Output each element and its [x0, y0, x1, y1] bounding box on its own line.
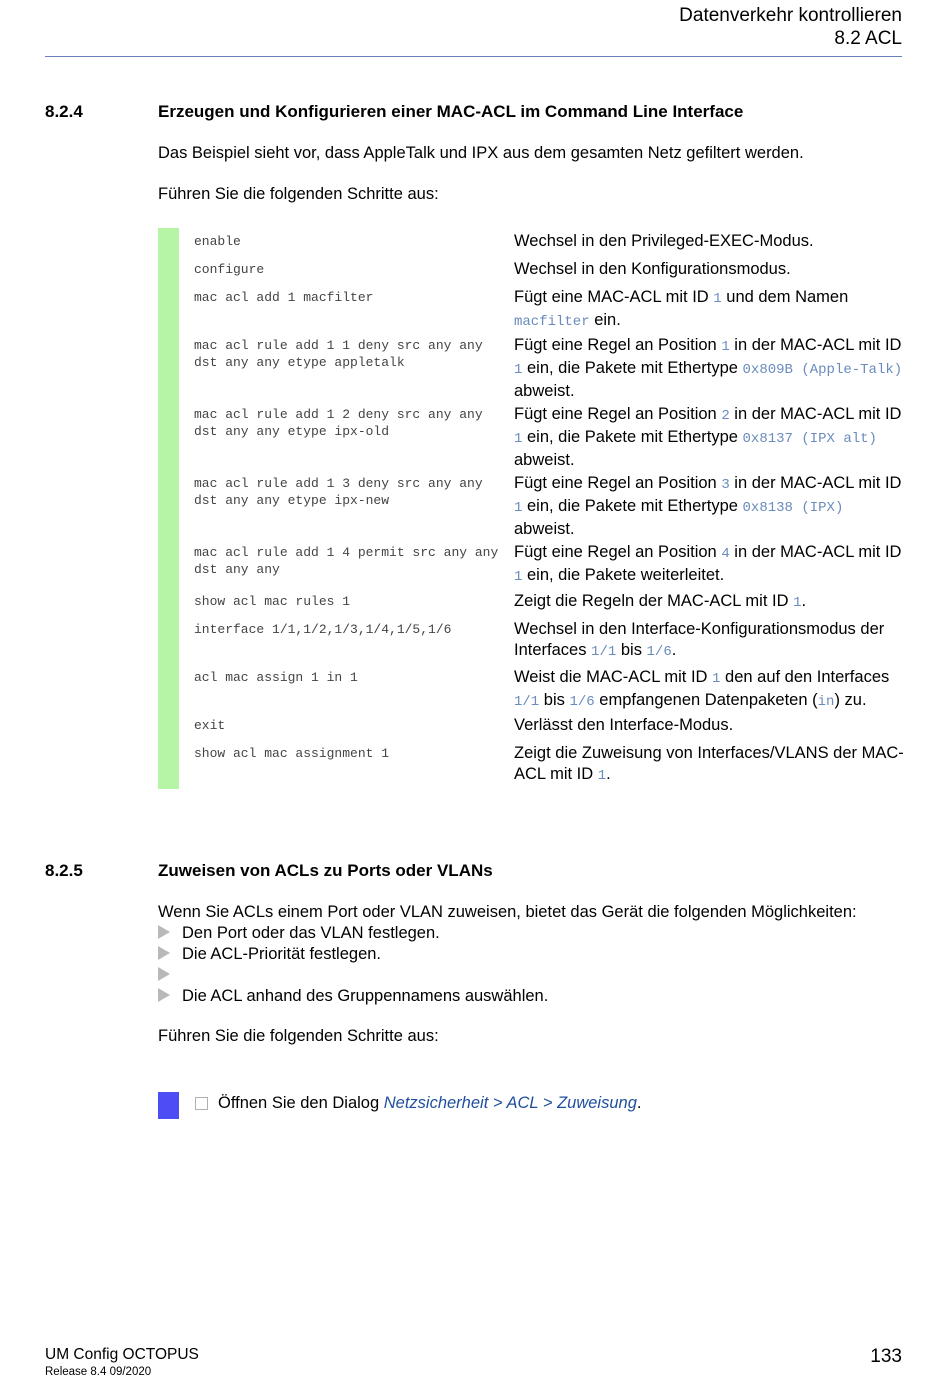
list-item: Die ACL-Priorität festlegen.	[158, 944, 381, 965]
triangle-bullet-icon	[158, 988, 170, 1002]
menu-path: Netzsicherheit > ACL > Zuweisung	[383, 1094, 637, 1112]
command-desc: Fügt eine Regel an Position 2 in der MAC-ACL mit ID 1 ein, die Pakete mit Ethertype 0x8137 (IPX alt) abweist.	[514, 405, 902, 469]
command-rule-3: mac acl rule add 1 3 deny src any any dst any any etype ipx-new	[194, 476, 483, 508]
section-title: Zuweisen von ACLs zu Ports oder VLANs	[158, 861, 493, 880]
command-rule-2: mac acl rule add 1 2 deny src any any dst any any etype ipx-old	[194, 407, 483, 439]
command-interface: interface 1/1,1/2,1/3,1/4,1/5,1/6	[194, 622, 452, 637]
footer-release: Release 8.4 09/2020	[45, 1366, 152, 1378]
section-number: 8.2.4	[45, 102, 83, 121]
command-enable: enable	[194, 234, 241, 249]
command-desc: Fügt eine MAC-ACL mit ID 1 und dem Namen macfilter ein.	[514, 288, 849, 330]
checkbox-icon[interactable]	[195, 1097, 208, 1110]
page-number: 133	[870, 1346, 902, 1367]
header-divider	[45, 56, 902, 57]
command-configure: configure	[194, 262, 265, 277]
list-item: Die ACL anhand des Gruppennamens auswählen.	[158, 986, 548, 1007]
command-desc: Weist die MAC-ACL mit ID 1 den auf den Interfaces 1/1 bis 1/6 empfangenen Datenpaketen (in) zu.	[514, 668, 890, 710]
section-title: Erzeugen und Konfigurieren einer MAC-ACL im Command Line Interface	[158, 102, 744, 121]
steps-intro: Führen Sie die folgenden Schritte aus:	[158, 185, 439, 203]
triangle-bullet-icon	[158, 946, 170, 960]
triangle-bullet-icon	[158, 967, 170, 981]
command-rule-1: mac acl rule add 1 1 deny src any any dst any any etype appletalk	[194, 338, 483, 370]
command-block-marker	[158, 228, 179, 789]
triangle-bullet-icon	[158, 925, 170, 939]
command-desc: Zeigt die Zuweisung von Interfaces/VLANS der MAC-ACL mit ID 1.	[514, 744, 904, 784]
command-show-assignment: show acl mac assignment 1	[194, 746, 390, 761]
steps-intro: Führen Sie die folgenden Schritte aus:	[158, 1027, 439, 1045]
step-block-marker	[158, 1092, 179, 1119]
command-desc: Zeigt die Regeln der MAC-ACL mit ID 1.	[514, 592, 807, 611]
command-desc: Fügt eine Regel an Position 4 in der MAC-ACL mit ID 1 ein, die Pakete weiterleitet.	[514, 543, 902, 585]
header-chapter: Datenverkehr kontrollieren	[679, 5, 902, 26]
command-mac-acl-add: mac acl add 1 macfilter	[194, 290, 374, 305]
command-assign: acl mac assign 1 in 1	[194, 670, 358, 685]
command-desc: Verlässt den Interface-Modus.	[514, 716, 734, 734]
command-desc: Wechsel in den Interface-Konfigurationsmodus der Interfaces 1/1 bis 1/6.	[514, 620, 885, 660]
header-section: 8.2 ACL	[834, 28, 902, 49]
command-desc: Wechsel in den Privileged-EXEC-Modus.	[514, 232, 814, 250]
section-intro: Wenn Sie ACLs einem Port oder VLAN zuweisen, bietet das Gerät die folgenden Möglichkeiten:	[158, 903, 857, 921]
command-desc: Fügt eine Regel an Position 3 in der MAC-ACL mit ID 1 ein, die Pakete mit Ethertype 0x8138 (IPX) abweist.	[514, 474, 902, 538]
command-desc: Fügt eine Regel an Position 1 in der MAC-ACL mit ID 1 ein, die Pakete mit Ethertype 0x809B (Apple-Talk) abweist.	[514, 336, 903, 400]
footer-manual: UM Config OCTOPUS	[45, 1346, 199, 1363]
section-intro: Das Beispiel sieht vor, dass AppleTalk und IPX aus dem gesamten Netz gefiltert werden.	[158, 144, 804, 162]
list-item: Den Port oder das VLAN festlegen.	[158, 923, 440, 944]
command-show-rules: show acl mac rules 1	[194, 594, 351, 609]
command-rule-4: mac acl rule add 1 4 permit src any any dst any any	[194, 545, 499, 577]
step-instruction: Öffnen Sie den Dialog Netzsicherheit > ACL > Zuweisung.	[218, 1094, 642, 1112]
command-desc: Wechsel in den Konfigurationsmodus.	[514, 260, 791, 278]
section-number: 8.2.5	[45, 861, 83, 880]
command-exit: exit	[194, 718, 226, 733]
list-item	[158, 965, 182, 986]
